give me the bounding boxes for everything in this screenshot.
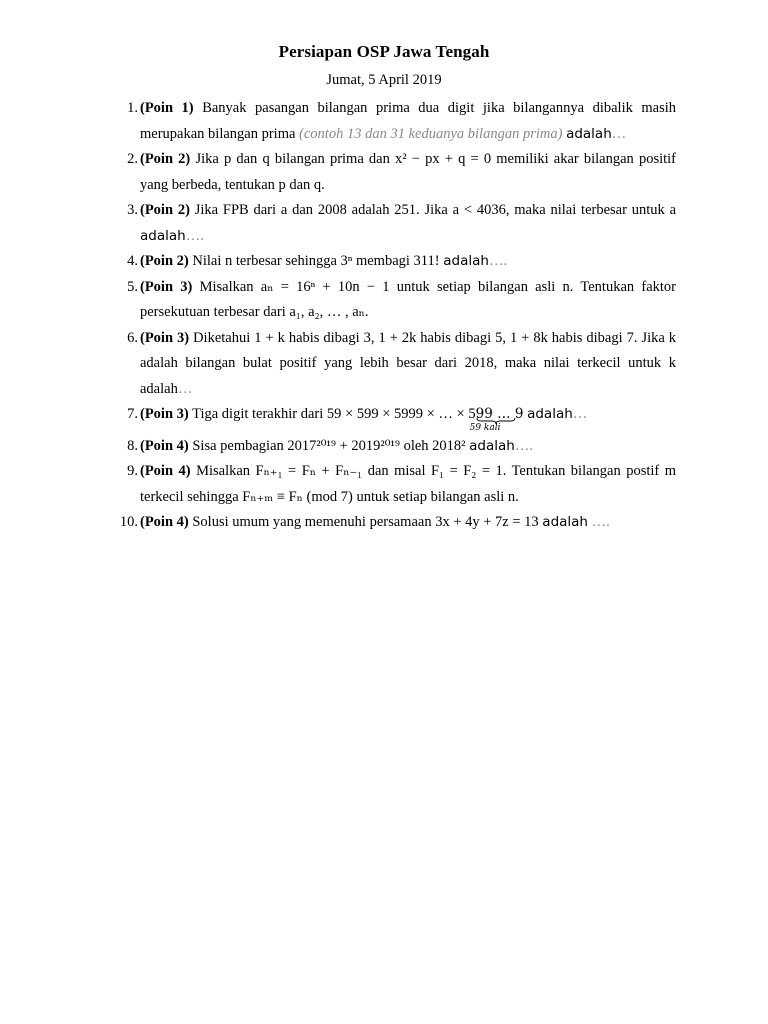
problem-text: Diketahui 1 + k habis dibagi 3, 1 + 2k habis dibagi 5, 1 + 8k habis dibagi 7. Jika k adalah bilangan bulat positif yang lebih besar dari 2018, maka nilai terkecil untuk k <box>140 329 677 371</box>
problem-8 <box>112 434 676 460</box>
problem-3 <box>112 198 676 249</box>
problem-ending: adalah <box>140 380 178 397</box>
problem-dots: …. <box>488 253 508 269</box>
problem-text: Tiga digit terakhir dari 59 × 599 × 5999 × … × 5 <box>192 406 476 422</box>
problem-points: (Poin 3) <box>140 278 193 295</box>
problem-points: (Poin 2) <box>140 202 190 218</box>
problem-points: (Poin 3) <box>140 329 190 346</box>
problem-number: 4. <box>127 253 138 269</box>
problem-number: 3. <box>127 202 138 218</box>
problem-points: (Poin 2) <box>140 253 189 269</box>
problem-1 <box>112 96 676 147</box>
problem-list <box>112 96 676 536</box>
document-title: Persiapan OSP Jawa Tengah <box>278 42 490 61</box>
problem-points: (Poin 3) <box>140 406 189 422</box>
problem-number: 9. <box>127 463 138 479</box>
problem-2 <box>112 147 676 198</box>
problem-points: (Poin 2) <box>140 151 191 167</box>
problem-dots: … <box>177 380 193 397</box>
problem-text: Solusi umum yang memenuhi persamaan 3x + 4y + 7z = 13 <box>192 514 539 530</box>
problem-ending: adalah <box>140 227 186 244</box>
problem-dots: … <box>572 406 588 422</box>
underbrace-term <box>469 402 524 433</box>
problem-number: 8. <box>127 437 138 454</box>
problem-7 <box>112 402 676 434</box>
problem-number: 7. <box>127 406 138 422</box>
problem-points: (Poin 4) <box>140 463 191 479</box>
problem-number: 5. <box>127 278 138 295</box>
problem-ending: adalah <box>527 406 573 422</box>
problem-4 <box>112 249 676 275</box>
problem-ending: adalah <box>566 125 612 142</box>
problem-text: Sisa pembagian 2017²⁰¹⁹ + 2019²⁰¹⁹ oleh 2018² <box>192 437 466 454</box>
underbrace-label: 59 kali <box>469 423 501 433</box>
problem-points: (Poin 4) <box>140 437 189 454</box>
underbrace-text: 99 … 9 <box>475 406 524 422</box>
problem-10 <box>112 510 676 536</box>
problem-ending: adalah <box>443 253 489 269</box>
problem-ending: adalah <box>469 437 515 454</box>
problem-text: Misalkan Fₙ₊₁ = Fₙ + Fₙ₋₁ dan misal F₁ = F₂ = 1. Tentukan bilangan postif m terkecil sehingga Fₙ₊ₘ ≡ Fₙ (mod 7) untuk setiap bilangan asli n. <box>140 463 677 505</box>
problem-text: Nilai n terbesar sehingga 3ⁿ membagi 311! <box>192 253 440 269</box>
problem-number: 6. <box>127 329 138 346</box>
problem-dots: …. <box>185 227 204 244</box>
problem-dots: …. <box>591 514 610 530</box>
problem-text: Misalkan aₙ = 16ⁿ + 10n − 1 untuk setiap bilangan asli n. Tentukan faktor persekutuan terbesar dari a₁, a₂, … , aₙ. <box>140 278 676 320</box>
document-date: Jumat, 5 April 2019 <box>326 72 442 88</box>
problem-points: (Poin 1) <box>140 100 194 116</box>
problem-number: 10. <box>119 514 138 530</box>
problem-9 <box>112 459 676 510</box>
problem-ending: adalah <box>542 514 588 530</box>
problem-5 <box>112 275 676 326</box>
problem-text: Jika p dan q bilangan prima dan x² − px + q = 0 memiliki akar bilangan positif yang berbeda, tentukan p dan q. <box>140 151 677 193</box>
problem-text: Jika FPB dari a dan 2008 adalah 251. Jika a < 4036, maka nilai terbesar untuk a <box>194 202 677 218</box>
problem-dots: …. <box>514 437 533 454</box>
problem-dots: … <box>611 125 627 142</box>
problem-example: (contoh 13 dan 31 keduanya bilangan prima) <box>299 125 563 142</box>
problem-number: 1. <box>127 100 138 116</box>
problem-points: (Poin 4) <box>140 514 189 530</box>
problem-text: Banyak pasangan bilangan prima dua digit jika bilangannya dibalik masih merupakan bilangan prima <box>140 100 677 142</box>
problem-6 <box>112 326 676 403</box>
problem-number: 2. <box>127 151 138 167</box>
